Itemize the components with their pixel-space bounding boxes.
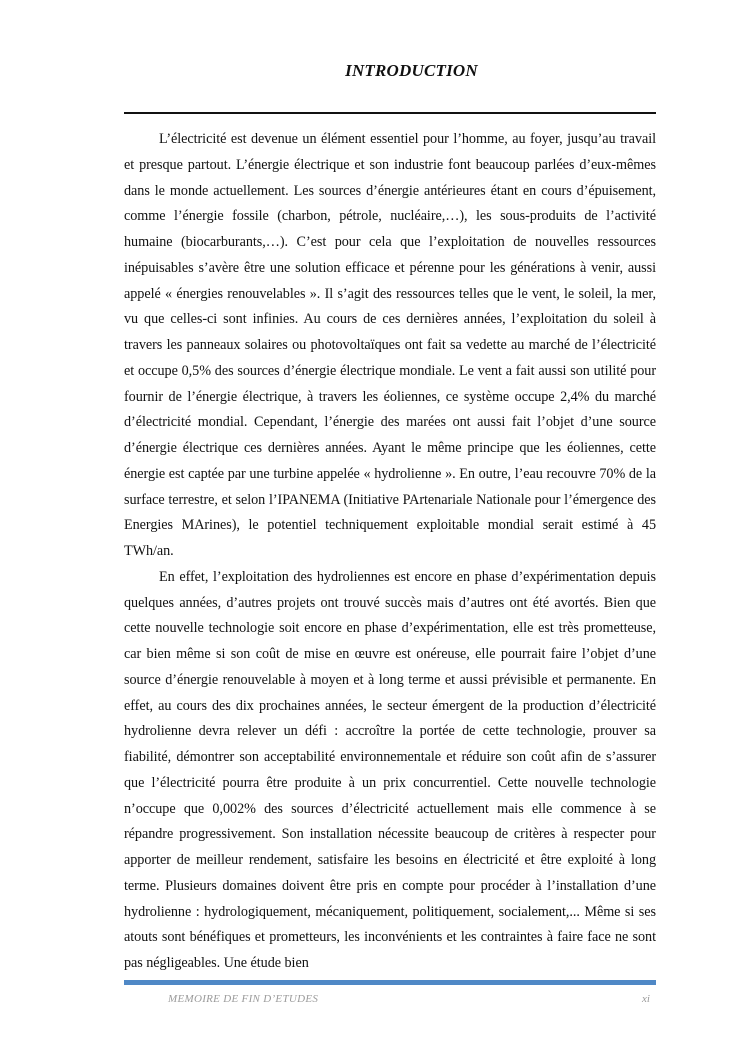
paragraph-1: L’électricité est devenue un élément essentiel pour l’homme, au foyer, jusqu’au travail et presque partout. L’énergie électrique et son industrie font beaucoup parlées d’eux-mêmes dans le monde actuellement. Les sources d’énergie antérieures étant en cours d’épuisement, comme l’énergie fossile (charbon, pétrole, nucléaire,…), les sous-produits de l’activité humaine (biocarburants,…). C’est pour cela que l’exploitation de nouvelles ressources inépuisables s’avère être une solution efficace et pérenne pour les générations à venir, aussi appelé « énergies renouvelables ». Il s’agit des ressources telles que le vent, le soleil, la mer, vu que celles-ci sont infinies. Au cours de ces dernières années, l’exploitation du soleil à travers les panneaux solaires ou photovoltaïques ont fait sa vedette au marché de l’électricité et occupe 0,5% des sources d’énergie électrique mondiale. Le vent a fait aussi son utilité pour fournir de l’énergie électrique, à travers les éoliennes, ce système occupe 2,4% du marché d’électricité mondial. Cependant, l’énergie des marées ont aussi fait l’objet d’une source d’énergie électrique ces dernières années. Ayant le même principe que les éoliennes, cette énergie est captée par une turbine appelée « hydrolienne ». En outre, l’eau recouvre 70% de la surface terrestre, et selon l’IPANEMA (Initiative PArtenariale Nationale pour l’émergence des Energies MArines), le potentiel techniquement exploitable mondial serait estimé à 45 TWh/an. [124,131,656,559]
document-body [124,127,656,977]
title-divider [124,112,656,114]
paragraph-2: En effet, l’exploitation des hydroliennes est encore en phase d’expérimentation depuis quelques années, d’autres projets ont trouvé succès mais d’autres ont été avortés. Bien que cette nouvelle technologie soit encore en phase d’expérimentation, elle est très prometteuse, car bien même si son coût de mise en œuvre est onéreuse, elle pourrait faire l’objet d’une source d’énergie renouvelable à moyen et à long terme et aussi prévisible et permanente. En effet, au cours des dix prochaines années, le secteur émergent de la production d’électricité hydrolienne devra relever un défi : accroître la portée de cette technologie, prouver sa fiabilité, démontrer son acceptabilité environnementale et réduire son coût afin de s’assurer que l’électricité pourra être produite à un prix concurrentiel. Cette nouvelle technologie n’occupe que 0,002% des sources d’électricité actuellement mais elle commence à se répandre progressivement. Son installation nécessite beaucoup de critères à respecter pour apporter de meilleur rendement, satisfaire les besoins en électricité et être exploité à long terme. Plusieurs domaines doivent être pris en compte pour procéder à l’installation d’une hydrolienne : hydrologiquement, mécaniquement, politiquement, socialement,... Même si ses atouts sont bénéfiques et prometteurs, les inconvénients et les contraintes à faire face ne sont pas négligeables. Une étude bien [124,568,656,971]
page-title: INTRODUCTION [345,61,478,80]
page-number: xi [642,993,650,1005]
footer-title: MEMOIRE DE FIN D’ETUDES [168,993,319,1005]
footer-divider [124,980,656,985]
